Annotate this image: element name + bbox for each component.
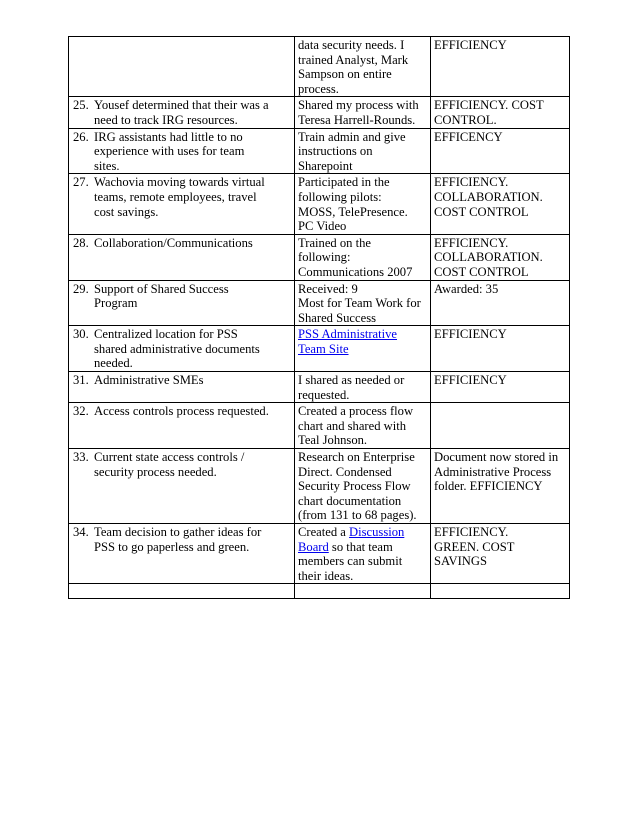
issue-line: needed. [94, 356, 133, 371]
action-cell [295, 372, 431, 403]
issue-item [73, 282, 291, 311]
action-cell [295, 234, 431, 280]
action-line [298, 404, 427, 419]
action-cell [295, 524, 431, 584]
action-line [298, 113, 427, 128]
result-line: EFFICIENCY. [434, 175, 509, 190]
action-line [298, 38, 427, 53]
issue-line: Collaboration/Communications [94, 235, 253, 250]
action-line [298, 250, 427, 265]
table-row [69, 280, 570, 326]
action-line [298, 311, 427, 326]
link[interactable]: Team Site [298, 341, 349, 356]
result-line: COST CONTROL [434, 204, 529, 219]
issue-item [73, 525, 291, 554]
item-number: 25. [73, 98, 89, 113]
action-line [298, 508, 427, 523]
item-number: 29. [73, 281, 89, 296]
item-number: 34. [73, 525, 89, 539]
result-cell [431, 97, 570, 128]
action-line [298, 327, 427, 342]
issue-cell [69, 234, 295, 280]
action-cell [295, 403, 431, 449]
table-row [69, 449, 570, 524]
issue-line: need to track IRG resources. [94, 112, 238, 127]
action-text: process. [298, 81, 339, 96]
action-cell [295, 584, 431, 599]
action-line [298, 373, 427, 388]
action-line [298, 494, 427, 509]
action-text: their ideas. [298, 568, 354, 583]
action-text: data security needs. I [298, 38, 405, 52]
action-text: Created a process flow [298, 404, 414, 419]
action-line [298, 130, 427, 145]
issue-item [73, 98, 291, 127]
result-cell [431, 128, 570, 174]
action-cell [295, 37, 431, 97]
issue-line: Wachovia moving towards virtual [94, 175, 265, 190]
action-text: so that team [328, 539, 393, 554]
result-line: folder. EFFICIENCY [434, 479, 543, 494]
action-text: Teal Johnson. [298, 433, 368, 448]
table-row [69, 524, 570, 584]
result-cell [431, 234, 570, 280]
result-line: CONTROL. [434, 112, 497, 127]
action-line [298, 82, 427, 97]
issue-text [94, 130, 291, 174]
action-text: MOSS, TelePresence. [298, 204, 408, 219]
action-line [298, 265, 427, 280]
issue-cell [69, 584, 295, 599]
result-line: Document now stored in [434, 450, 559, 465]
issue-line: Program [94, 296, 138, 311]
action-text: Teresa Harrell-Rounds. [298, 112, 416, 127]
result-line: EFFICIENCY. [434, 525, 509, 539]
action-text: instructions on [298, 144, 373, 159]
action-text: Most for Team Work for [298, 296, 421, 311]
result-line: EFFICIENCY [434, 327, 507, 342]
action-line [298, 98, 427, 113]
issue-text [94, 282, 291, 311]
action-text: Sampson on entire [298, 67, 392, 82]
action-text: I shared as needed or [298, 373, 405, 388]
issue-item [73, 130, 291, 174]
result-cell [431, 584, 570, 599]
action-text: Train admin and give [298, 129, 406, 144]
action-text: Shared Success [298, 310, 376, 325]
link[interactable]: PSS Administrative [298, 327, 398, 342]
action-text: Security Process Flow [298, 479, 411, 494]
issue-line: Support of Shared Success [94, 281, 229, 296]
result-line: SAVINGS [434, 554, 487, 569]
action-line [298, 419, 427, 434]
table-row [69, 403, 570, 449]
result-cell [431, 403, 570, 449]
issue-cell [69, 403, 295, 449]
item-number: 33. [73, 450, 89, 465]
result-line: GREEN. COST [434, 539, 515, 554]
action-text: (from 131 to 68 pages). [298, 508, 417, 523]
issue-line: sites. [94, 158, 120, 173]
action-line [298, 450, 427, 465]
action-line [298, 159, 427, 174]
table-row [69, 372, 570, 403]
action-text: Direct. Condensed [298, 464, 392, 479]
action-line [298, 569, 427, 584]
issue-cell [69, 524, 295, 584]
issue-line: Yousef determined that their was a [94, 98, 269, 113]
issue-cell [69, 280, 295, 326]
action-text: following: [298, 250, 351, 265]
action-line [298, 525, 427, 540]
action-text: Shared my process with [298, 98, 419, 113]
action-line [298, 219, 427, 234]
action-line [298, 388, 427, 403]
result-cell [431, 174, 570, 234]
result-cell [431, 326, 570, 372]
issue-cell [69, 128, 295, 174]
action-text: following pilots: [298, 189, 382, 204]
action-line [298, 205, 427, 220]
result-cell [431, 37, 570, 97]
table-row [69, 584, 570, 599]
item-number: 27. [73, 175, 89, 190]
action-cell [295, 449, 431, 524]
issue-line: PSS to go paperless and green. [94, 539, 250, 554]
action-text: Research on Enterprise [298, 450, 415, 465]
issue-text [94, 236, 291, 251]
action-line [298, 190, 427, 205]
action-line [298, 554, 427, 569]
issue-cell [69, 372, 295, 403]
table-row [69, 97, 570, 128]
issue-text [94, 450, 291, 479]
action-cell [295, 174, 431, 234]
action-line [298, 175, 427, 190]
action-text: chart and shared with [298, 418, 407, 433]
action-text: chart documentation [298, 493, 402, 508]
action-text: Received: 9 [298, 281, 358, 296]
result-line: COLLABORATION. [434, 250, 543, 265]
result-cell [431, 372, 570, 403]
table-body [69, 37, 570, 599]
action-line [298, 540, 427, 555]
action-line [298, 282, 427, 297]
result-line: EFFICENCY [434, 129, 503, 144]
item-number: 30. [73, 327, 89, 342]
result-line: Administrative Process [434, 464, 552, 479]
action-text: Sharepoint [298, 158, 353, 173]
issue-text [94, 525, 291, 554]
result-line: EFFICIENCY [434, 373, 507, 388]
issue-cell [69, 326, 295, 372]
issue-item [73, 236, 291, 251]
table-row [69, 128, 570, 174]
action-line [298, 465, 427, 480]
issue-cell [69, 37, 295, 97]
action-text: Trained on the [298, 235, 371, 250]
action-line [298, 53, 427, 68]
action-text: requested. [298, 387, 350, 402]
table-row [69, 37, 570, 97]
issue-text [94, 404, 291, 419]
accomplishments-table [68, 36, 570, 599]
item-number: 31. [73, 373, 89, 388]
issue-line: Administrative SMEs [94, 373, 204, 388]
issue-cell [69, 174, 295, 234]
item-number: 26. [73, 129, 89, 144]
issue-item [73, 404, 291, 419]
result-line: COST CONTROL [434, 264, 529, 279]
action-cell [295, 97, 431, 128]
action-cell [295, 326, 431, 372]
action-text: PC Video [298, 219, 347, 234]
issue-line: cost savings. [94, 204, 159, 219]
issue-cell [69, 449, 295, 524]
issue-item [73, 450, 291, 479]
action-text: Participated in the [298, 175, 390, 190]
result-line: Awarded: 35 [434, 281, 499, 296]
table-row [69, 174, 570, 234]
issue-item [73, 175, 291, 219]
issue-line: Current state access controls / [94, 450, 245, 465]
action-cell [295, 280, 431, 326]
issue-line: teams, remote employees, travel [94, 189, 257, 204]
result-line: EFFICIENCY [434, 38, 507, 52]
result-line: COLLABORATION. [434, 189, 543, 204]
action-text: members can submit [298, 554, 403, 569]
issue-line: experience with uses for team [94, 144, 245, 159]
item-number: 28. [73, 235, 89, 250]
issue-text [94, 175, 291, 219]
action-line [298, 236, 427, 251]
issue-text [94, 327, 291, 371]
action-line [298, 433, 427, 448]
issue-line: shared administrative documents [94, 341, 260, 356]
action-text: Communications 2007 [298, 264, 413, 279]
issue-line: Team decision to gather ideas for [94, 525, 262, 539]
link[interactable]: Discussion [349, 525, 405, 539]
result-cell [431, 280, 570, 326]
issue-line: IRG assistants had little to no [94, 129, 243, 144]
action-line [298, 342, 427, 357]
action-line [298, 296, 427, 311]
issue-text [94, 373, 291, 388]
issue-item [73, 327, 291, 371]
issue-item [73, 373, 291, 388]
table-row [69, 326, 570, 372]
action-text: trained Analyst, Mark [298, 52, 409, 67]
document-page [68, 36, 569, 599]
item-number: 32. [73, 404, 89, 419]
issue-cell [69, 97, 295, 128]
result-cell [431, 449, 570, 524]
table-row [69, 234, 570, 280]
action-line [298, 144, 427, 159]
issue-line: Access controls process requested. [94, 404, 269, 419]
action-line [298, 479, 427, 494]
result-cell [431, 524, 570, 584]
result-line: EFFICIENCY. COST [434, 98, 544, 113]
link[interactable]: Board [298, 539, 329, 554]
result-line: EFFICIENCY. [434, 235, 509, 250]
issue-text [94, 98, 291, 127]
action-text: Created a [298, 525, 350, 539]
issue-line: security process needed. [94, 464, 217, 479]
issue-line: Centralized location for PSS [94, 327, 238, 342]
action-line [298, 67, 427, 82]
action-cell [295, 128, 431, 174]
